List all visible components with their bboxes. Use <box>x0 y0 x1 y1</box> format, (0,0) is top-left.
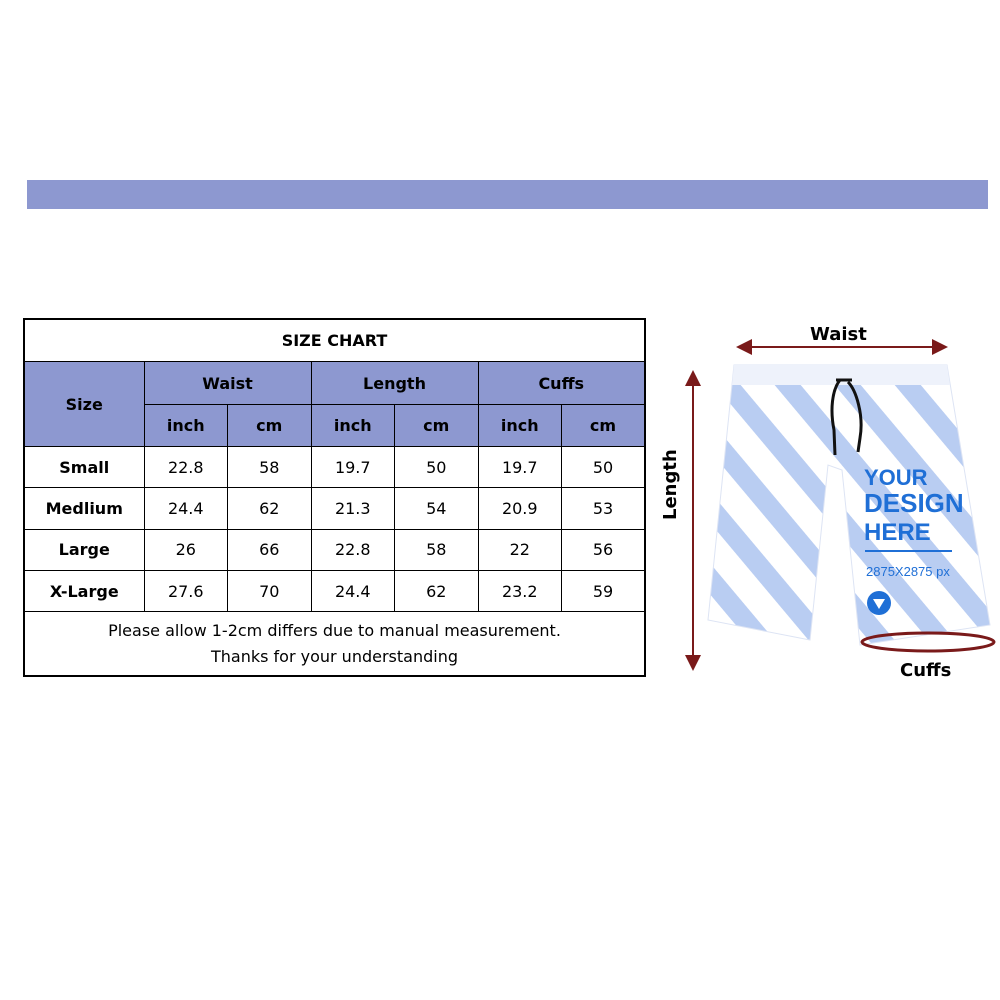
table-cell: 22 <box>478 529 562 570</box>
design-placeholder-line: YOUR <box>864 465 928 490</box>
design-placeholder-line: HERE <box>864 519 931 546</box>
shorts-measurement-diagram <box>660 320 1000 690</box>
waist-label: Waist <box>810 324 867 345</box>
table-cell: 56 <box>562 529 646 570</box>
unit-header: cm <box>395 404 479 446</box>
table-cell: 70 <box>228 571 312 612</box>
table-cell: 27.6 <box>144 571 228 612</box>
length-group-header: Length <box>311 362 478 404</box>
waistband <box>732 365 950 385</box>
shorts-illustration <box>660 320 1000 690</box>
table-cell: 21.3 <box>311 488 395 529</box>
table-row <box>24 447 645 488</box>
table-cell: 50 <box>395 447 479 488</box>
design-size-text: 2875X2875 px <box>866 564 950 579</box>
unit-header: cm <box>228 404 312 446</box>
table-cell: 19.7 <box>478 447 562 488</box>
table-cell: 58 <box>228 447 312 488</box>
table-cell: 62 <box>395 571 479 612</box>
table-row <box>24 571 645 612</box>
table-cell: 66 <box>228 529 312 570</box>
cuffs-group-header: Cuffs <box>478 362 645 404</box>
size-name: Small <box>24 447 144 488</box>
size-name: Medlium <box>24 488 144 529</box>
table-cell: 20.9 <box>478 488 562 529</box>
table-cell: 24.4 <box>311 571 395 612</box>
header-band <box>27 180 988 209</box>
measurement-note <box>24 612 645 676</box>
length-label: Length <box>660 449 681 520</box>
size-column-header: Size <box>24 362 144 447</box>
size-chart-title: SIZE CHART <box>24 319 645 362</box>
unit-header: inch <box>478 404 562 446</box>
table-cell: 22.8 <box>144 447 228 488</box>
size-name: X-Large <box>24 571 144 612</box>
note-line: Thanks for your understanding <box>210 646 458 666</box>
size-name: Large <box>24 529 144 570</box>
table-cell: 59 <box>562 571 646 612</box>
table-row <box>24 529 645 570</box>
table-cell: 23.2 <box>478 571 562 612</box>
unit-header: inch <box>311 404 395 446</box>
unit-header: inch <box>144 404 228 446</box>
table-cell: 24.4 <box>144 488 228 529</box>
waist-group-header: Waist <box>144 362 311 404</box>
design-placeholder-line: DESIGN <box>864 488 964 518</box>
note-line: Please allow 1-2cm differs due to manual measurement. <box>108 620 561 640</box>
table-cell: 50 <box>562 447 646 488</box>
table-cell: 26 <box>144 529 228 570</box>
table-cell: 58 <box>395 529 479 570</box>
table-row <box>24 488 645 529</box>
table-cell: 54 <box>395 488 479 529</box>
cuffs-label: Cuffs <box>900 660 952 681</box>
unit-header: cm <box>562 404 646 446</box>
size-chart-table <box>23 318 646 677</box>
table-cell: 22.8 <box>311 529 395 570</box>
table-cell: 62 <box>228 488 312 529</box>
table-cell: 19.7 <box>311 447 395 488</box>
table-cell: 53 <box>562 488 646 529</box>
